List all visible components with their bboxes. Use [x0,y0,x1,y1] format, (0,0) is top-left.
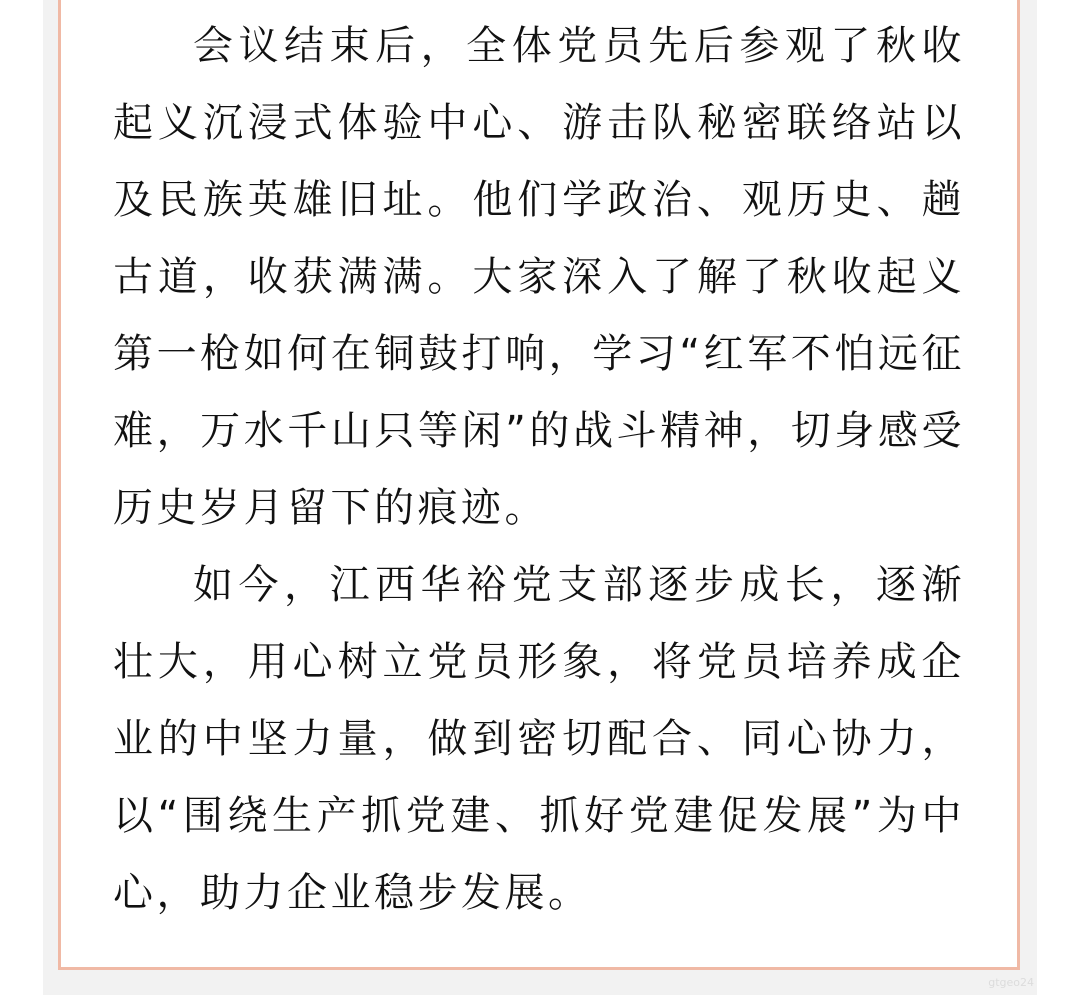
paragraph-growth: 如今，江西华裕党支部逐步成长，逐渐壮大，用心树立党员形象，将党员培养成企业的中坚力量，做到密切配合、同心协力，以“围绕生产抓党建、抓好党建促发展”为中心，助力企业稳步发展。 [113,562,965,916]
article-body [113,8,965,932]
watermark: gtgeo24 [988,976,1034,989]
paragraph-visit: 会议结束后，全体党员先后参观了秋收起义沉浸式体验中心、游击队秘密联络站以及民族英雄旧址。他们学政治、观历史、趟古道，收获满满。大家深入了解了秋收起义第一枪如何在铜鼓打响，学习“红军不怕远征难，万水千山只等闲”的战斗精神，切身感受历史岁月留下的痕迹。 [113,23,965,531]
